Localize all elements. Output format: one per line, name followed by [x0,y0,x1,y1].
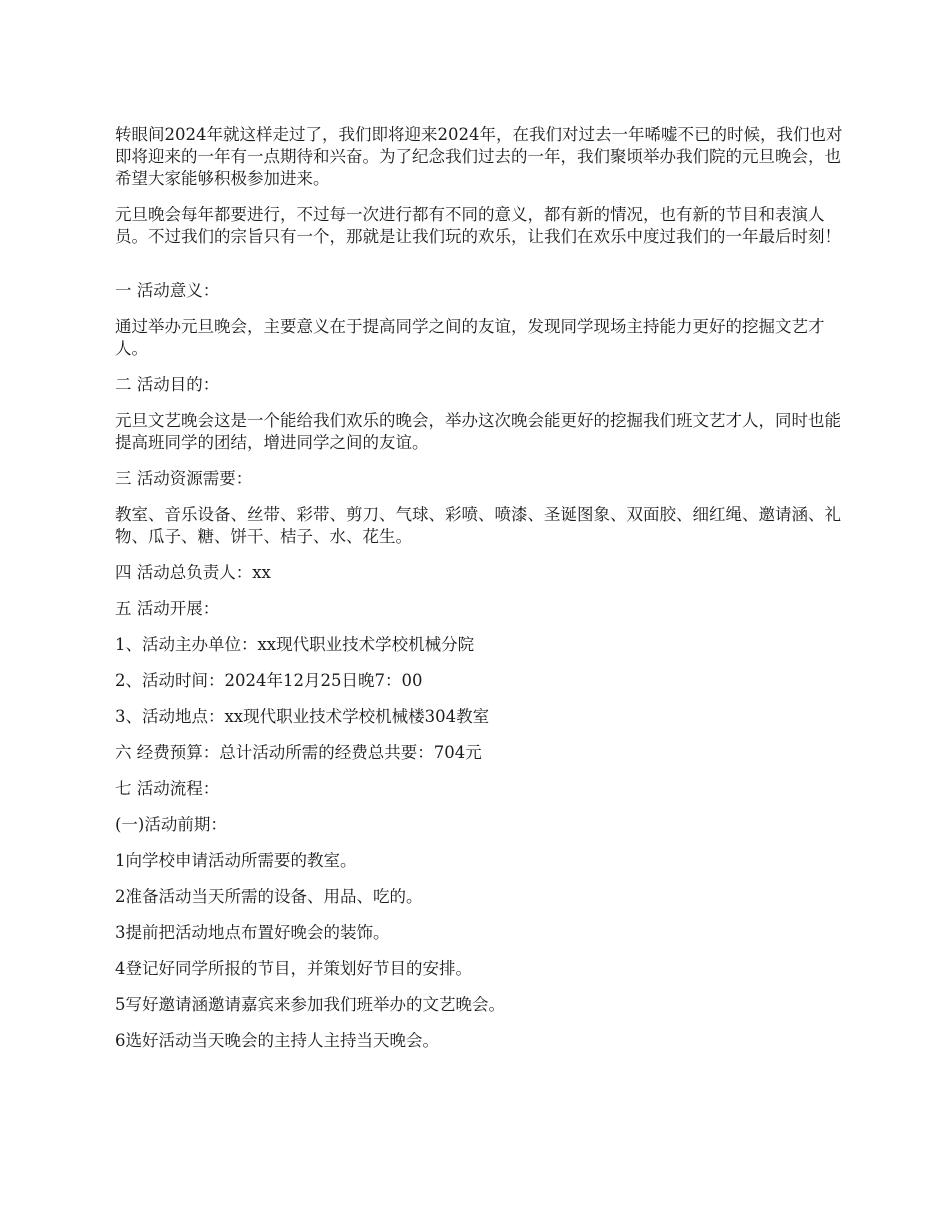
resources-paragraph: 教室、音乐设备、丝带、彩带、剪刀、气球、彩喷、喷漆、圣诞图象、双面胶、细红绳、邀请涵、礼物、瓜子、糖、饼干、桔子、水、花生。 [115,505,841,546]
section-heading-process: 七 活动流程： [115,779,220,798]
section-heading-budget: 六 经费预算：总计活动所需的经费总共要：704元 [115,743,482,762]
process-item: 6选好活动当天晚会的主持人主持当天晚会。 [115,1031,439,1050]
section-heading-execution: 五 活动开展： [115,599,220,618]
process-item: 2准备活动当天所需的设备、用品、吃的。 [115,887,423,906]
intro-paragraph: 转眼间2024年就这样走过了，我们即将迎来2024年，在我们对过去一年唏嘘不已的时候，我们也对即将迎来的一年有一点期待和兴奋。为了纪念我们过去的一年，我们聚顷举办我们院的元旦晚会，也希望大家能够积极参加进来。 [115,125,843,188]
process-item: 1向学校申请活动所需要的教室。 [115,851,357,870]
execution-item: 2、活动时间：2024年12月25日晚7：00 [115,671,423,690]
subsection-heading-preparation: (一)活动前期： [115,815,227,834]
process-item: 3提前把活动地点布置好晚会的装饰。 [115,923,390,942]
significance-paragraph: 通过举办元旦晚会，主要意义在于提高同学之间的友谊，发现同学现场主持能力更好的挖掘文艺才人。 [115,317,825,358]
execution-item: 1、活动主办单位：xx现代职业技术学校机械分院 [115,635,475,654]
document-page [115,124,845,1066]
section-heading-leader: 四 活动总负责人：xx [115,563,271,582]
process-item: 4登记好同学所报的节目，并策划好节目的安排。 [115,959,472,978]
section-heading-significance: 一 活动意义： [115,281,220,300]
intro-paragraph-2: 元旦晚会每年都要进行，不过每一次进行都有不同的意义，都有新的情况，也有新的节目和表演人员。不过我们的宗旨只有一个，那就是让我们玩的欢乐，让我们在欢乐中度过我们的一年最后时刻！ [115,205,841,246]
execution-item: 3、活动地点：xx现代职业技术学校机械楼304教室 [115,707,490,726]
section-heading-resources: 三 活动资源需要： [115,469,253,488]
section-heading-purpose: 二 活动目的： [115,375,220,394]
process-item: 5写好邀请涵邀请嘉宾来参加我们班举办的文艺晚会。 [115,995,505,1014]
purpose-paragraph: 元旦文艺晚会这是一个能给我们欢乐的晚会，举办这次晚会能更好的挖掘我们班文艺才人，同时也能提高班同学的团结，增进同学之间的友谊。 [115,411,841,452]
